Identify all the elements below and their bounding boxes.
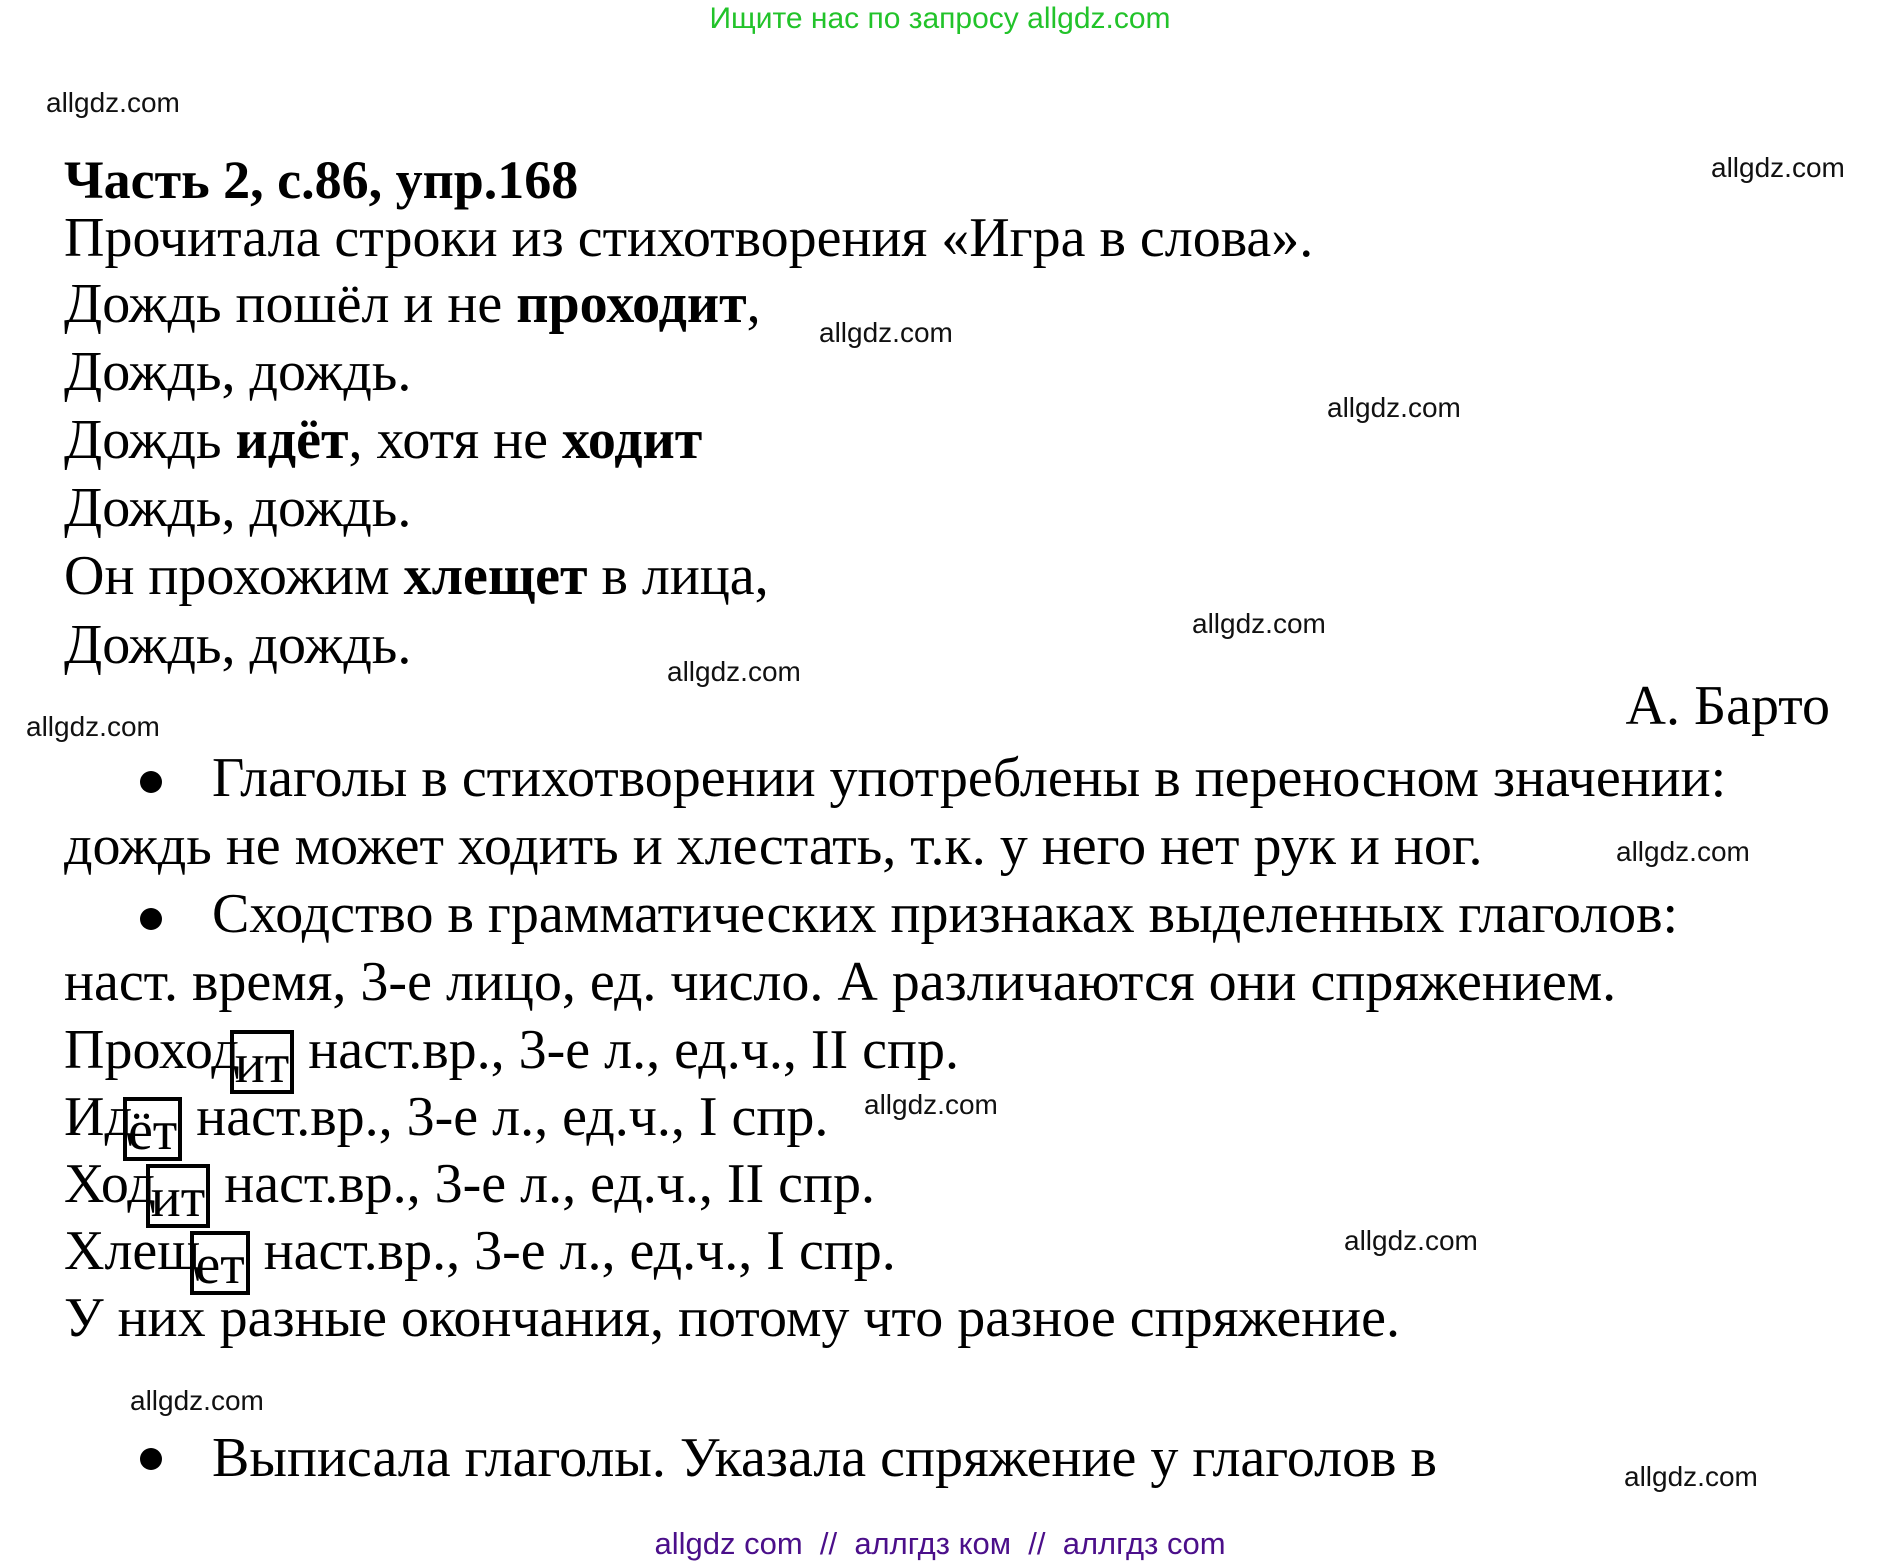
- verb-ending: ет: [195, 1234, 245, 1296]
- verb-row: [64, 1086, 829, 1162]
- verb-stem: Ход: [64, 1153, 156, 1215]
- ending-box: [146, 1164, 210, 1228]
- verb-ending: ит: [150, 1167, 206, 1229]
- watermark: allgdz.com: [26, 711, 160, 742]
- watermark: allgdz.com: [819, 317, 953, 348]
- verb-row: [64, 1019, 959, 1095]
- intro-text: Прочитала строки из стихотворения «Игра в слова».: [64, 207, 1314, 269]
- poem-text: Он прохожим: [64, 545, 404, 607]
- highlighted-verb: проходит: [516, 273, 747, 335]
- bullet-icon: [140, 908, 162, 930]
- poem-text: Дождь: [64, 409, 236, 471]
- poem-text: в лица,: [587, 545, 769, 607]
- watermark: allgdz.com: [1624, 1461, 1758, 1492]
- bullet-1-text: Глаголы в стихотворении употреблены в переносном значении:: [212, 747, 1727, 809]
- watermark: allgdz.com: [1192, 608, 1326, 639]
- verb-info: наст.вр., 3-е л., ед.ч., II спр.: [294, 1019, 959, 1081]
- poem-text: , хотя не: [348, 409, 562, 471]
- watermark: allgdz.com: [864, 1089, 998, 1120]
- poem-author: А. Барто: [1625, 675, 1830, 737]
- footer-banner: allgdz com // аллгдз ком // аллгдз com: [654, 1526, 1226, 1561]
- bullet-icon: [140, 1448, 162, 1470]
- watermark: allgdz.com: [46, 87, 180, 118]
- watermark: allgdz.com: [1344, 1225, 1478, 1256]
- highlighted-verb: ходит: [561, 409, 703, 471]
- verb-info: наст.вр., 3-е л., ед.ч., I спр.: [249, 1220, 896, 1282]
- verb-ending: ит: [234, 1033, 290, 1095]
- watermark: allgdz.com: [1327, 392, 1461, 423]
- ending-box: [123, 1097, 182, 1161]
- bullet-3-text: Выписала глаголы. Указала спряжение у глаголов в: [212, 1427, 1437, 1489]
- poem-line-6: [64, 614, 412, 676]
- conclusion-text: У них разные окончания, потому что разное спряжение.: [64, 1287, 1400, 1349]
- verb-ending: ёт: [127, 1100, 178, 1162]
- verb-stem: Хлещ: [64, 1220, 201, 1282]
- poem-text: Дождь, дождь.: [64, 614, 412, 676]
- bullet-1-continuation: дождь не может ходить и хлестать, т.к. у него нет рук и ног.: [64, 815, 1483, 877]
- watermark: allgdz.com: [130, 1385, 264, 1416]
- poem-text: Дождь, дождь.: [64, 477, 412, 539]
- verb-info: наст.вр., 3-е л., ед.ч., I спр.: [182, 1086, 829, 1148]
- poem-line-2: [64, 341, 412, 403]
- highlighted-verb: хлещет: [403, 545, 588, 607]
- verb-stem: Ид: [64, 1086, 133, 1148]
- poem-line-4: [64, 477, 412, 539]
- verb-row: [64, 1153, 875, 1229]
- poem-text: ,: [746, 273, 761, 335]
- header-banner: Ищите нас по запросу allgdz.com: [709, 2, 1171, 35]
- poem-text: Дождь, дождь.: [64, 341, 412, 403]
- poem-line-1: [64, 273, 761, 335]
- bullet-2-continuation: наст. время, 3-е лицо, ед. число. А различаются они спряжением.: [64, 951, 1617, 1013]
- watermark: allgdz.com: [1616, 836, 1750, 867]
- poem-text: Дождь пошёл и не: [64, 273, 517, 335]
- page-title: Часть 2, с.86, упр.168: [64, 150, 579, 210]
- verb-row: [64, 1220, 896, 1296]
- bullet-2-text: Сходство в грамматических признаках выделенных глаголов:: [212, 883, 1679, 945]
- ending-box: [190, 1231, 249, 1295]
- poem-line-3: [64, 409, 703, 471]
- bullet-icon: [140, 771, 162, 793]
- highlighted-verb: идёт: [235, 409, 349, 471]
- watermark: allgdz.com: [667, 656, 801, 687]
- verb-info: наст.вр., 3-е л., ед.ч., II спр.: [210, 1153, 875, 1215]
- verb-stem: Проход: [64, 1019, 240, 1081]
- watermark: allgdz.com: [1711, 152, 1845, 183]
- poem-line-5: [64, 545, 769, 607]
- ending-box: [230, 1030, 294, 1094]
